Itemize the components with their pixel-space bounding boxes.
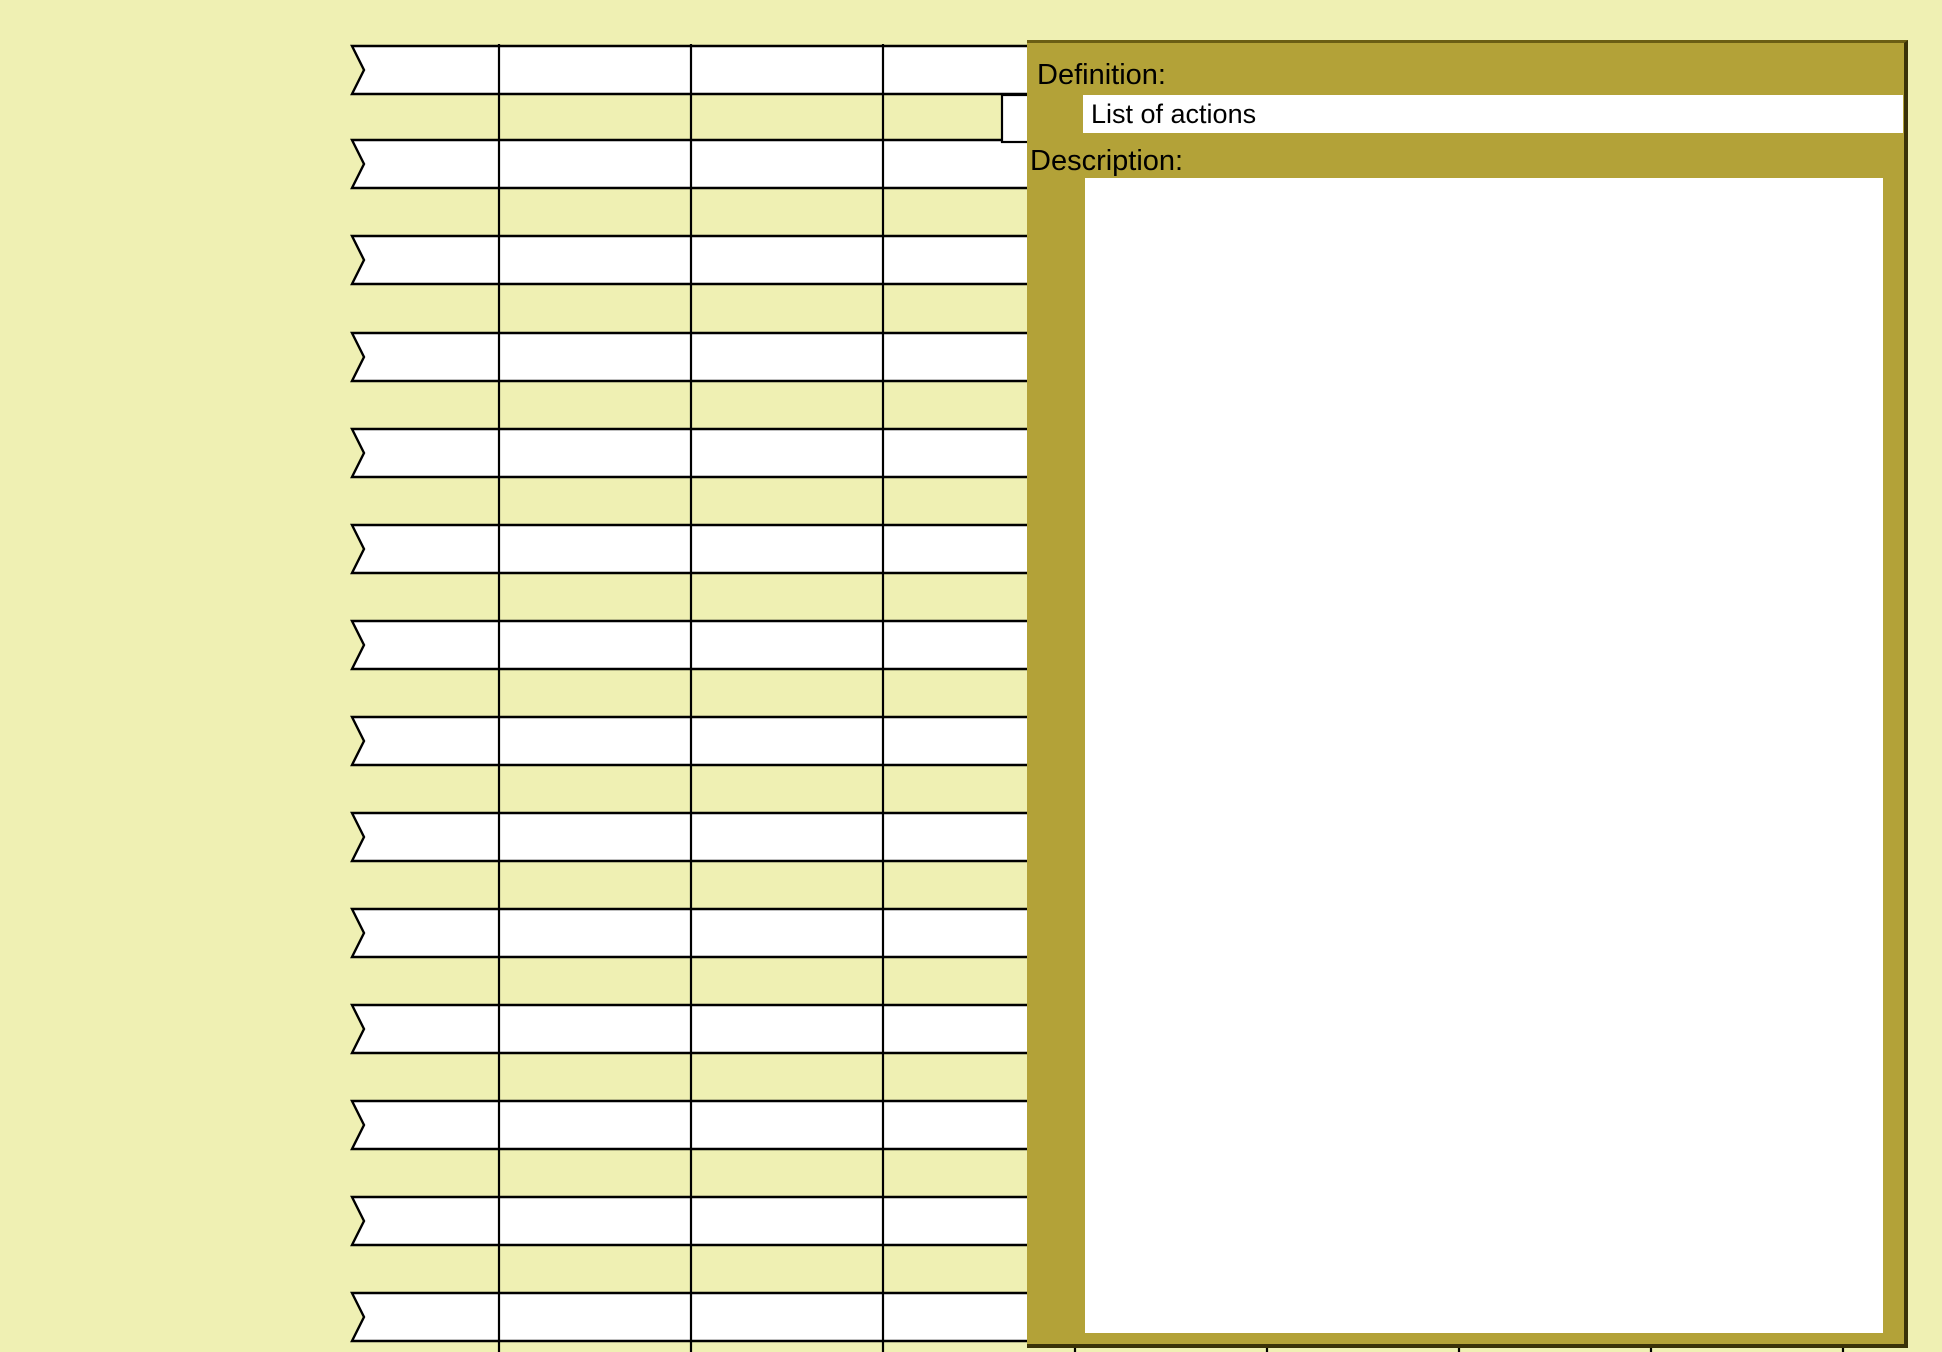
- lane-band-r[interactable]: [352, 813, 1034, 861]
- description-label: Description:: [1030, 145, 1184, 177]
- lane-band-nbhw[interactable]: [352, 236, 1034, 284]
- properties-panel: [1027, 40, 1908, 1348]
- lane-band-ce[interactable]: [352, 1005, 1034, 1053]
- lane-band-nhe[interactable]: [352, 1197, 1034, 1245]
- lane-band-wea[interactable]: [352, 525, 1034, 573]
- lane-band-sa[interactable]: [352, 1101, 1034, 1149]
- lane-band-sr[interactable]: [352, 909, 1034, 957]
- definition-field[interactable]: List of actions: [1083, 95, 1903, 133]
- lane-band-smr[interactable]: [352, 621, 1034, 669]
- description-box[interactable]: [1085, 178, 1883, 1333]
- lane-band-pha[interactable]: [352, 140, 1034, 188]
- lane-band-m[interactable]: [352, 717, 1034, 765]
- lane-band-icw[interactable]: [352, 429, 1034, 477]
- lane-band-aspp[interactable]: [352, 333, 1034, 381]
- lane-band-hs[interactable]: [352, 1293, 1034, 1341]
- lane-band-government[interactable]: [352, 46, 1034, 94]
- definition-label: Definition:: [1037, 59, 1166, 91]
